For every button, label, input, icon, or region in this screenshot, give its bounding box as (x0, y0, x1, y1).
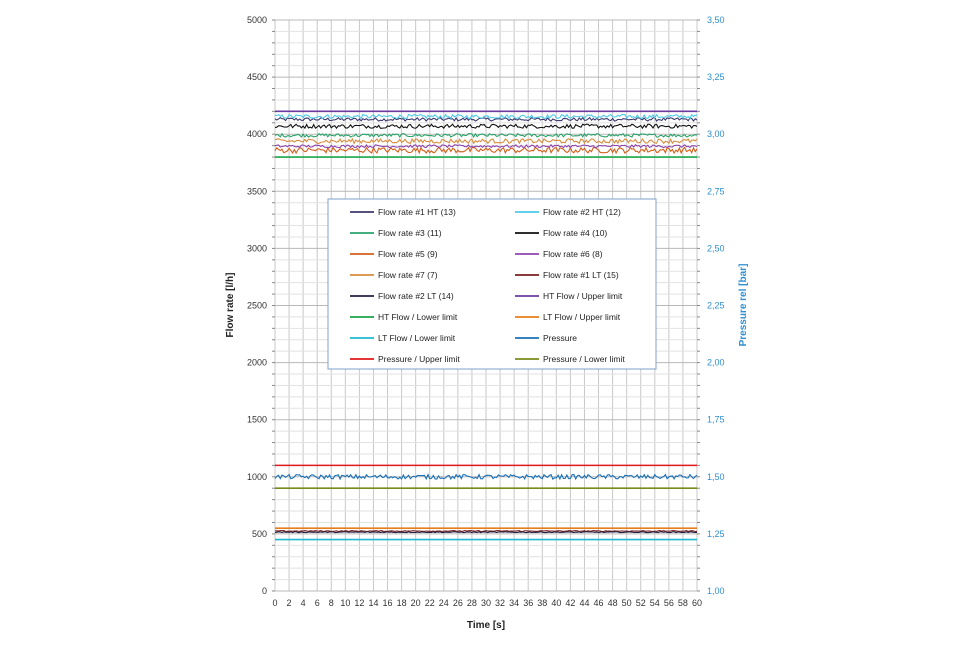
y2-tick-label: 3,50 (707, 15, 725, 25)
y2-tick-label: 1,50 (707, 471, 725, 482)
x-tick-label: 12 (354, 598, 365, 608)
x-tick-label: 16 (382, 598, 393, 608)
y-axis-ticks (247, 15, 275, 596)
y2-tick-label: 2,75 (707, 186, 725, 197)
y-tick-label: 3500 (246, 186, 267, 197)
x-tick-label: 14 (368, 598, 379, 608)
x-tick-label: 4 (300, 598, 306, 608)
legend-label: Flow rate #5 (9) (378, 249, 438, 259)
x-tick-label: 56 (663, 598, 674, 608)
legend-label: LT Flow / Upper limit (543, 312, 621, 322)
y2-axis-ticks (697, 15, 725, 596)
legend-label: Pressure / Lower limit (543, 354, 625, 364)
x-tick-label: 46 (593, 598, 604, 608)
x-tick-label: 18 (396, 598, 407, 608)
x-tick-label: 24 (438, 598, 449, 608)
y-axis-title: Flow rate [l/h] (225, 272, 236, 338)
y2-tick-label: 1,00 (707, 586, 725, 596)
x-tick-label: 38 (537, 598, 548, 608)
y-tick-label: 2000 (246, 357, 267, 368)
legend-label: Flow rate #4 (10) (543, 228, 608, 238)
x-tick-label: 54 (649, 598, 660, 608)
x-tick-label: 30 (480, 598, 492, 608)
x-tick-label: 26 (452, 598, 463, 608)
legend-label: Flow rate #3 (11) (378, 228, 442, 238)
x-tick-label: 50 (621, 598, 632, 608)
x-tick-label: 60 (691, 598, 703, 608)
x-tick-label: 8 (328, 598, 334, 608)
x-tick-label: 22 (424, 598, 435, 608)
x-tick-label: 2 (286, 598, 292, 608)
y-tick-label: 1000 (246, 471, 267, 482)
x-tick-label: 40 (551, 598, 562, 608)
x-tick-label: 48 (607, 598, 618, 608)
y2-tick-label: 3,25 (707, 72, 725, 83)
x-tick-label: 58 (677, 598, 688, 608)
legend-label: Flow rate #1 HT (13) (378, 207, 456, 217)
y-tick-label: 4000 (246, 129, 267, 140)
x-tick-label: 20 (410, 598, 421, 608)
y-tick-label: 1500 (246, 414, 267, 425)
y2-tick-label: 1,75 (707, 414, 725, 425)
legend-label: HT Flow / Lower limit (378, 312, 458, 322)
legend-label: Flow rate #2 HT (12) (543, 207, 621, 217)
legend (328, 199, 656, 369)
y2-tick-label: 2,25 (707, 300, 725, 311)
x-tick-label: 0 (272, 598, 278, 608)
legend-label: LT Flow / Lower limit (378, 333, 456, 343)
legend-label: Pressure / Upper limit (378, 354, 460, 364)
y2-axis-title: Pressure rel [bar] (738, 263, 749, 347)
y2-tick-label: 2,50 (707, 243, 725, 254)
legend-label: Flow rate #6 (8) (543, 249, 603, 259)
x-tick-label: 36 (523, 598, 534, 608)
y2-tick-label: 1,25 (707, 528, 725, 539)
x-axis-title: Time [s] (466, 620, 506, 631)
y-tick-label: 500 (251, 528, 267, 539)
y-tick-label: 3000 (246, 243, 267, 254)
legend-label: Pressure (543, 333, 578, 343)
x-tick-label: 28 (466, 598, 477, 608)
x-tick-label: 52 (635, 598, 646, 608)
y-tick-label: 2500 (246, 300, 267, 311)
legend-label: HT Flow / Upper limit (543, 291, 623, 301)
x-tick-label: 32 (495, 598, 506, 608)
x-tick-label: 6 (314, 598, 320, 608)
x-tick-label: 44 (579, 598, 590, 608)
y-tick-label: 0 (261, 586, 267, 596)
legend-label: Flow rate #7 (7) (378, 270, 438, 280)
y-tick-label: 4500 (246, 72, 267, 83)
y2-tick-label: 2,00 (707, 357, 725, 368)
legend-label: Flow rate #2 LT (14) (378, 291, 454, 301)
legend-box (328, 199, 656, 369)
legend-label: Flow rate #1 LT (15) (543, 270, 619, 280)
x-tick-label: 10 (340, 598, 351, 608)
y2-tick-label: 3,00 (707, 129, 725, 140)
x-axis-ticks (272, 598, 702, 608)
x-tick-label: 34 (509, 598, 520, 608)
x-tick-label: 42 (565, 598, 576, 608)
y-tick-label: 5000 (246, 15, 267, 25)
